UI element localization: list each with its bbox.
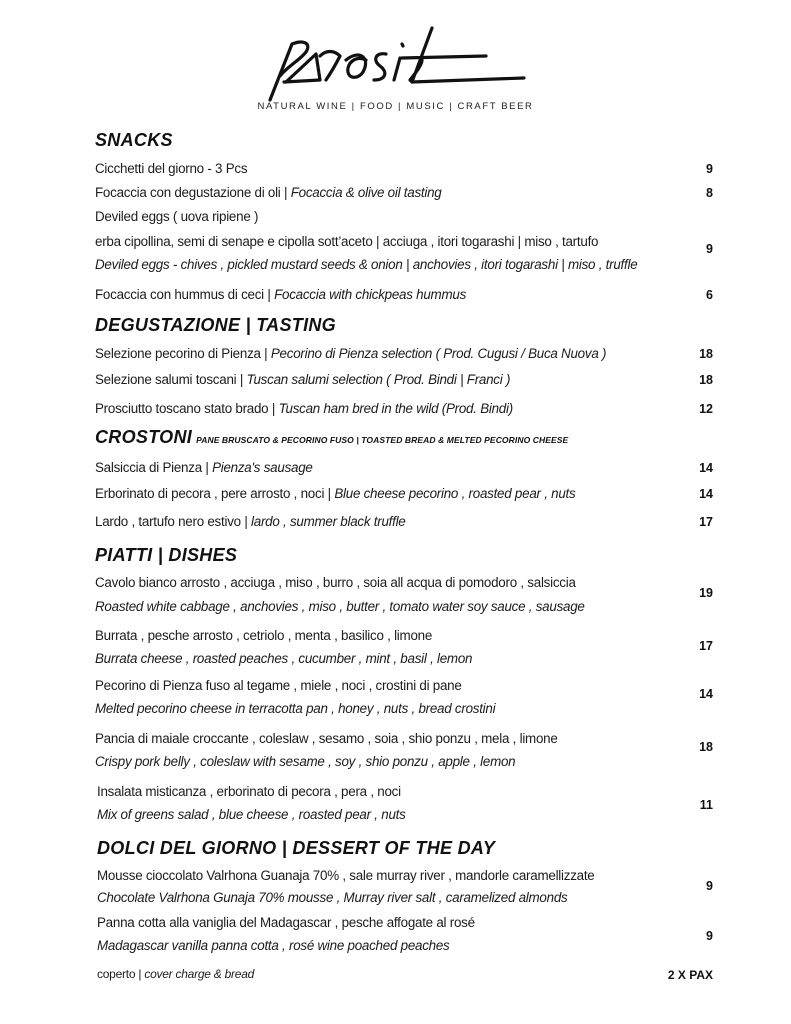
item-name-italian: Insalata misticanza , erborinato di pecora , pera , noci [97,784,401,799]
item-price: 6 [706,288,713,302]
item-price: 12 [699,402,713,416]
item-name-italian: Deviled eggs ( uova ripiene ) [95,209,259,224]
item-name-italian: Mousse cioccolato Valrhona Guanaja 70% , sale murray river , mandorle caramellizzate [97,868,595,883]
menu-item-line [95,233,598,251]
menu-item-line [97,889,567,907]
section-subtitle: PANE BRUSCATO & PECORINO FUSO | TOASTED BREAD & MELTED PECORINO CHEESE [196,435,569,445]
item-name-italian: Lardo , tartufo nero estivo | [95,514,252,529]
menu-item-line [95,627,432,645]
cover-charge-it: coperto | [97,967,145,981]
menu-item-line [95,485,575,503]
menu-item-line [95,256,637,274]
menu-item-line [95,345,606,363]
item-name-english: Focaccia & olive oil tasting [290,185,442,200]
prosit-logo [262,20,532,106]
item-name-italian: Salsiccia di Pienza | [95,460,213,475]
item-price: 19 [699,586,713,600]
item-name-italian: Focaccia con hummus di ceci | [95,287,275,302]
menu-item-line [95,184,442,202]
item-name-english: Chocolate Valrhona Gunaja 70% mousse , Murray river salt , caramelized almonds [97,890,568,905]
menu-item-line [95,753,515,771]
section-title: CROSTONI [95,427,193,447]
section-heading [95,544,237,566]
item-price: 17 [699,515,713,529]
item-price: 18 [699,347,713,361]
item-name-english: Mix of greens salad , blue cheese , roasted pear , nuts [97,807,406,822]
item-price: 9 [706,242,713,256]
item-name-english: Melted pecorino cheese in terracotta pan , honey , nuts , bread crostini [95,701,496,716]
item-price: 14 [699,461,713,475]
section-title: SNACKS [95,130,173,150]
cover-charge-price: 2 X PAX [667,968,713,982]
item-price: 9 [706,929,713,943]
item-name-english: Focaccia with chickpeas hummus [274,287,467,302]
item-name-english: Pecorino di Pienza selection ( Prod. Cugusi / Buca Nuova ) [270,346,607,361]
item-name-english: Deviled eggs - chives , pickled mustard seeds & onion | anchovies , itori togarashi | miso , truffle [95,257,638,272]
item-name-english: Blue cheese pecorino , roasted pear , nuts [334,486,576,501]
item-name-english: Roasted white cabbage , anchovies , miso , butter , tomato water soy sauce , sausage [95,599,585,614]
menu-item-line [95,400,513,418]
menu-item-line [95,371,510,389]
menu-item-line [95,650,472,668]
section-heading [95,426,568,451]
menu-item-line [95,730,558,748]
item-name-english: lardo , summer black truffle [251,514,406,529]
tagline: NATURAL WINE | FOOD | MUSIC | CRAFT BEER [257,101,534,112]
item-price: 14 [699,487,713,501]
menu-item-line [97,914,475,932]
menu-item-line [97,937,450,955]
menu-item-line [95,160,247,178]
section-title: DEGUSTAZIONE | TASTING [95,315,336,335]
menu-item-line [97,867,595,885]
menu-item-line [95,286,466,304]
item-name-italian: Pancia di maiale croccante , coleslaw , sesamo , soia , shio ponzu , mela , limone [95,731,558,746]
item-name-italian: Pecorino di Pienza fuso al tegame , miele , noci , crostini di pane [95,678,462,693]
menu-item-line [95,677,462,695]
section-title: DOLCI DEL GIORNO | DESSERT OF THE DAY [97,838,496,858]
item-price: 14 [699,687,713,701]
item-name-italian: Panna cotta alla vaniglia del Madagascar , pesche affogate al rosé [97,915,475,930]
item-name-english: Tuscan salumi selection ( Prod. Bindi | Franci ) [246,372,511,387]
item-name-italian: Erborinato di pecora , pere arrosto , noci | [95,486,335,501]
section-heading [95,129,173,151]
menu-item-line [97,806,406,824]
menu-item-line [95,459,313,477]
item-name-italian: Cavolo bianco arrosto , acciuga , miso , burro , soia all acqua di pomodoro , salsiccia [95,575,576,590]
cover-charge-en: cover charge & bread [144,967,255,981]
section-heading [97,837,495,859]
section-title: PIATTI | DISHES [95,545,238,565]
item-price: 18 [699,373,713,387]
item-name-italian: Focaccia con degustazione di oli | [95,185,291,200]
item-price: 9 [706,162,713,176]
item-name-english: Crispy pork belly , coleslaw with sesame , soy , shio ponzu , apple , lemon [95,754,516,769]
item-name-italian: Cicchetti del giorno - 3 Pcs [95,161,248,176]
item-name-english: Madagascar vanilla panna cotta , rosé wine poached peaches [97,938,450,953]
item-name-italian: Prosciutto toscano stato brado | [95,401,279,416]
item-price: 9 [706,879,713,893]
item-name-english: Burrata cheese , roasted peaches , cucumber , mint , basil , lemon [95,651,473,666]
item-name-italian: Burrata , pesche arrosto , cetriolo , menta , basilico , limone [95,628,433,643]
menu-item-line [95,574,576,592]
menu-item-line [95,513,406,531]
menu-item-line [95,700,495,718]
item-name-english: Tuscan ham bred in the wild (Prod. Bindi) [278,401,513,416]
menu-item-line [95,208,258,226]
item-name-italian: erba cipollina, semi di senape e cipolla sott’aceto | acciuga , itori togarashi | miso , tartufo [95,234,599,249]
item-price: 8 [706,186,713,200]
item-price: 17 [699,639,713,653]
item-name-english: Pienza's sausage [212,460,313,475]
menu-item-line [97,783,401,801]
item-name-italian: Selezione salumi toscani | [95,372,247,387]
item-price: 11 [699,798,713,812]
menu-item-line [95,598,585,616]
item-name-italian: Selezione pecorino di Pienza | [95,346,271,361]
section-heading [95,314,336,336]
item-price: 18 [699,740,713,754]
cover-charge-label [97,965,254,983]
